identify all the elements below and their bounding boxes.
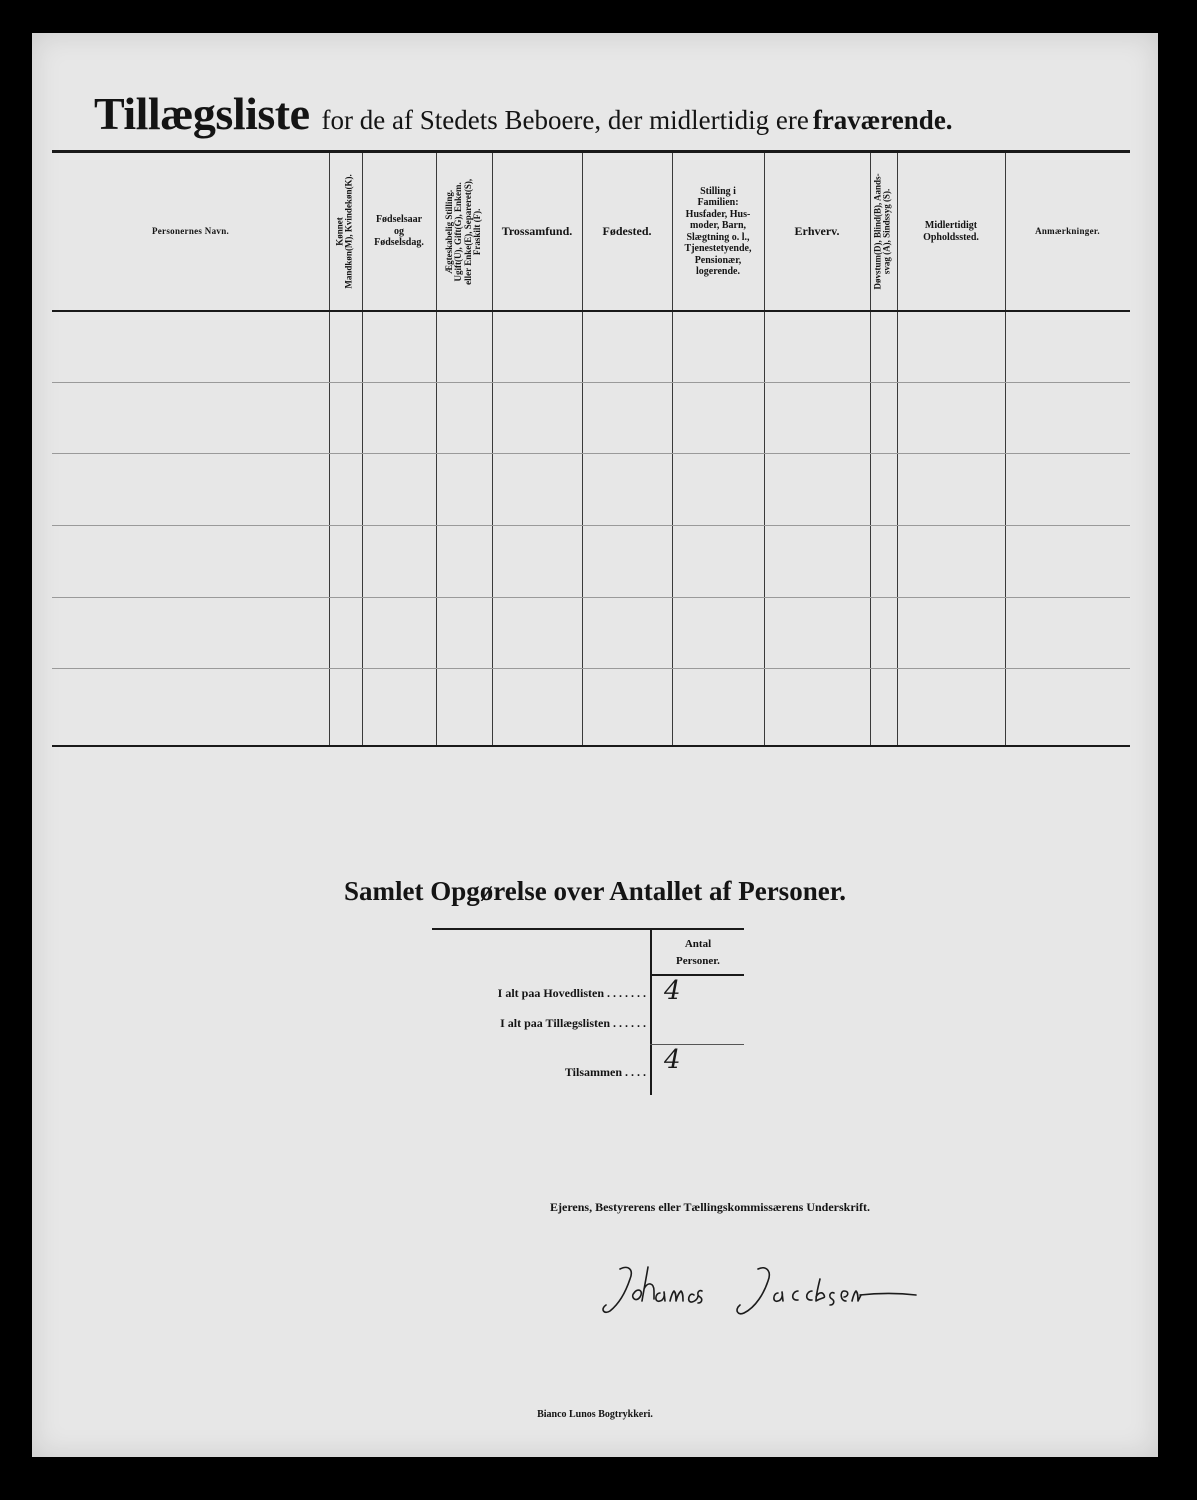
census-form-page xyxy=(32,33,1158,1457)
col-header-opholdssted: Midlertidigt Opholdssted. xyxy=(923,220,979,243)
printer-imprint: Bianco Lunos Bogtrykkeri. xyxy=(537,1409,653,1420)
row-rule xyxy=(52,525,1130,526)
form-title-main: Tillægsliste xyxy=(94,88,310,139)
col-header-trossamfund: Trossamfund. xyxy=(501,223,573,238)
form-title-rest: for de af Stedets Beboere, der midlertidig ere xyxy=(321,105,809,135)
handwritten-signature xyxy=(598,1255,918,1325)
col-header-navn: Personernes Navn. xyxy=(151,226,230,237)
summary-row-tillaegslisten: I alt paa Tillægslisten . . . . . . xyxy=(500,1016,646,1030)
summary-table xyxy=(432,928,744,1095)
col-header-dovstum: Døvstum(D), Blind(B), Aands- svag (A), Sindssyg (S). xyxy=(873,173,893,290)
summary-row-hovedlisten: I alt paa Hovedlisten . . . . . . . xyxy=(497,986,646,1000)
col-header-fodested: Fødested. xyxy=(602,223,652,238)
summary-value-hovedlisten: 4 xyxy=(664,976,681,1006)
col-header-fodselsaar: Fødselsaar og Fødselsdag. xyxy=(374,214,424,249)
header-rule xyxy=(52,310,1130,312)
signature-caption: Ejerens, Bestyrerens eller Tællingskommissærens Underskrift. xyxy=(550,1200,870,1214)
col-header-kjonnet: Kønnet Mandkøn(M), Kvindekøn(K). xyxy=(335,174,355,289)
form-title-bold: fraværende. xyxy=(812,105,953,135)
summary-top-rule xyxy=(432,928,744,930)
row-rule xyxy=(52,453,1130,454)
census-table xyxy=(52,150,1130,747)
summary-value-tilsammen: 4 xyxy=(664,1045,681,1075)
summary-row-tilsammen: Tilsammen . . . . xyxy=(564,1065,646,1079)
row-rule xyxy=(52,668,1130,669)
col-header-anmaerkninger: Anmærkninger. xyxy=(1035,226,1100,237)
summary-column-header: Antal Personer. xyxy=(676,938,720,967)
row-rule xyxy=(52,382,1130,383)
col-header-erhverv: Erhverv. xyxy=(794,223,840,238)
row-rule xyxy=(52,597,1130,598)
summary-title: Samlet Opgørelse over Antallet af Personer. xyxy=(344,876,846,906)
col-header-aegteskab: Ægteskabelig Stilling. Ugift(U), Gift(G), Enkem. eller Enke(E), Separeret(S), Fraskilt (F). xyxy=(444,178,483,285)
col-header-stilling: Stilling i Familien: Husfader, Hus- moder, Barn, Slægtning o. l., Tjenestetyende, Pensionær, logerende. xyxy=(684,185,752,277)
form-title xyxy=(94,87,953,140)
